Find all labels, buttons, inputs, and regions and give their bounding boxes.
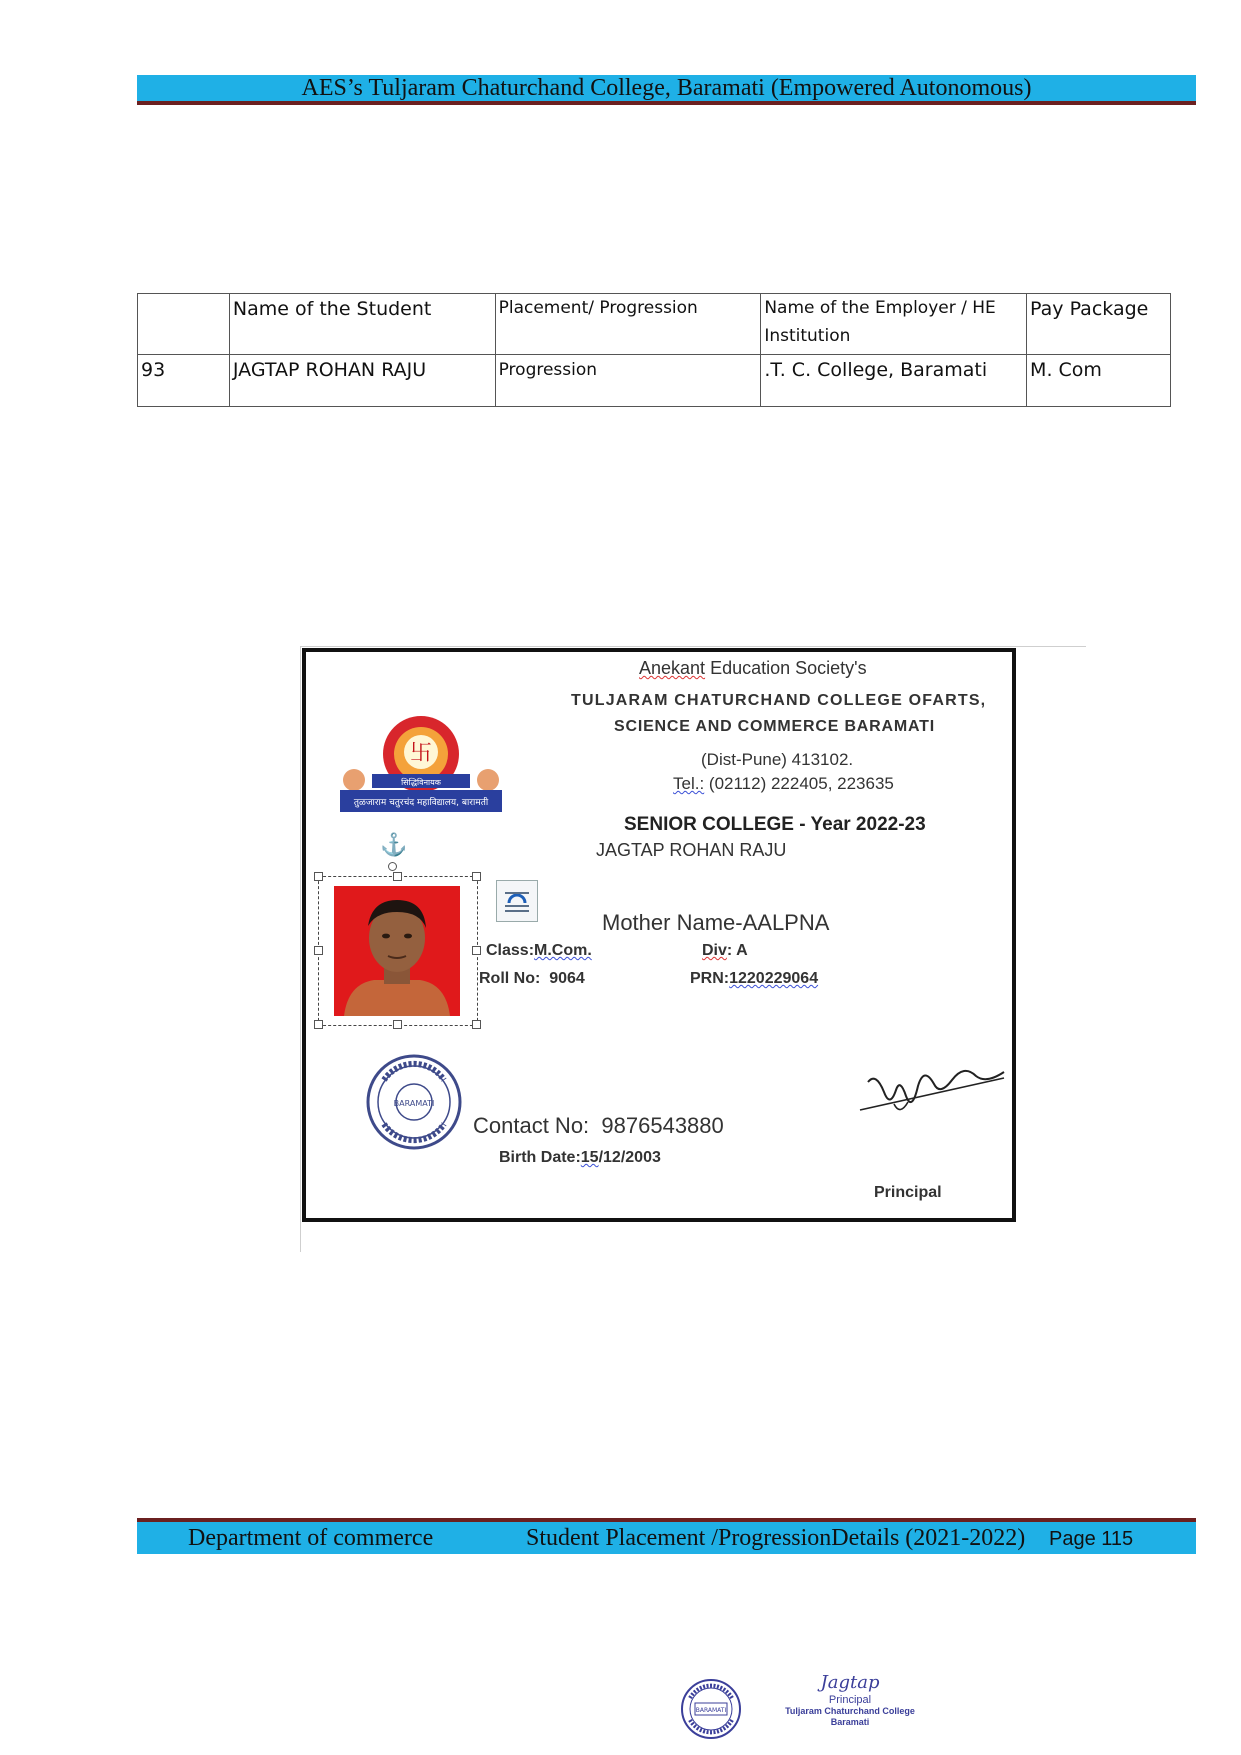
table-header-cell: Name of the Student	[229, 294, 495, 355]
card-student-name: JAGTAP ROHAN RAJU	[596, 840, 787, 860]
card-prn: PRN:1220229064	[690, 970, 819, 987]
svg-text:सिद्धिविनायक: सिद्धिविनायक	[401, 778, 441, 787]
card-birth-date: Birth Date:15/12/2003	[499, 1149, 661, 1166]
layout-options-icon[interactable]	[496, 880, 538, 922]
page-header	[137, 75, 1196, 105]
principal-signature-icon	[854, 1042, 1024, 1132]
image-frame-line	[300, 646, 1086, 647]
placement-table	[137, 293, 1171, 407]
table-header-cell	[761, 294, 1027, 355]
table-cell: Progression	[495, 355, 761, 407]
card-telephone: Tel.: (02112) 222405, 223635	[673, 774, 894, 793]
table-cell: 93	[138, 355, 230, 407]
table-header-cell	[138, 294, 230, 355]
id-card	[302, 648, 1016, 1222]
resize-handle[interactable]	[472, 872, 481, 881]
anchor-icon: ⚓	[380, 832, 408, 857]
page-footer	[137, 1518, 1196, 1554]
svg-text:तुळजाराम चतुरचंद महाविद्यालय,: तुळजाराम चतुरचंद महाविद्यालय, बारामती	[353, 798, 489, 808]
card-division: Div: A	[702, 942, 748, 959]
card-roll-no: Roll No: 9064	[479, 970, 585, 987]
image-frame-line	[300, 646, 301, 1252]
table-row	[138, 355, 1171, 407]
card-class: Class:M.Com.	[486, 942, 592, 959]
student-photo	[334, 886, 460, 1016]
card-address: (Dist-Pune) 413102.	[701, 750, 854, 769]
header-title: AES’s Tuljaram Chaturchand College, Baramati (Empowered Autonomous)	[301, 74, 1032, 101]
table-cell: JAGTAP ROHAN RAJU	[229, 355, 495, 407]
rotate-handle[interactable]	[388, 862, 397, 871]
card-principal-label: Principal	[874, 1184, 942, 1201]
college-logo-icon	[336, 710, 506, 820]
card-mother-name: Mother Name-AALPNA	[602, 910, 830, 935]
svg-text:BARAMATI: BARAMATI	[695, 1707, 727, 1714]
resize-handle[interactable]	[393, 872, 402, 881]
principal-title: Principal	[828, 1694, 872, 1706]
footer-section: Student Placement /ProgressionDetails (2021-2022)	[526, 1525, 1026, 1551]
card-section-title: SENIOR COLLEGE - Year 2022-23	[624, 814, 926, 835]
bottom-stamp-icon	[680, 1678, 742, 1740]
footer-page-number: Page 115	[1049, 1528, 1134, 1550]
card-contact: Contact No: 9876543880	[473, 1113, 724, 1138]
table-header-cell: Pay Package	[1027, 294, 1171, 355]
principal-college: Tuljaram Chaturchand College	[785, 1706, 915, 1716]
svg-text:BARAMATI: BARAMATI	[393, 1099, 435, 1108]
resize-handle[interactable]	[314, 872, 323, 881]
card-college-line2: SCIENCE AND COMMERCE BARAMATI	[614, 718, 935, 735]
header-placement-label: Placement/ Progression	[498, 298, 698, 318]
table-header-row	[138, 294, 1171, 355]
principal-signature-text: Jagtap	[820, 1672, 880, 1693]
bottom-principal-sign	[780, 1672, 920, 1750]
card-college-line1: TULJARAM CHATURCHAND COLLEGE OFARTS,	[571, 692, 987, 709]
resize-handle[interactable]	[393, 1020, 402, 1029]
resize-handle[interactable]	[314, 1020, 323, 1029]
card-society: Anekant Education Society's	[639, 658, 867, 678]
header-employer-label: Name of the Employer / HE Institution	[764, 298, 996, 346]
table-cell: .T. C. College, Baramati	[761, 355, 1027, 407]
svg-text:卐: 卐	[409, 741, 433, 766]
principal-city: Baramati	[830, 1717, 870, 1727]
table-cell: M. Com	[1027, 355, 1171, 407]
resize-handle[interactable]	[472, 1020, 481, 1029]
table-header-cell	[495, 294, 761, 355]
resize-handle[interactable]	[472, 946, 481, 955]
footer-department: Department of commerce	[188, 1525, 434, 1551]
resize-handle[interactable]	[314, 946, 323, 955]
college-stamp-icon	[364, 1052, 464, 1152]
